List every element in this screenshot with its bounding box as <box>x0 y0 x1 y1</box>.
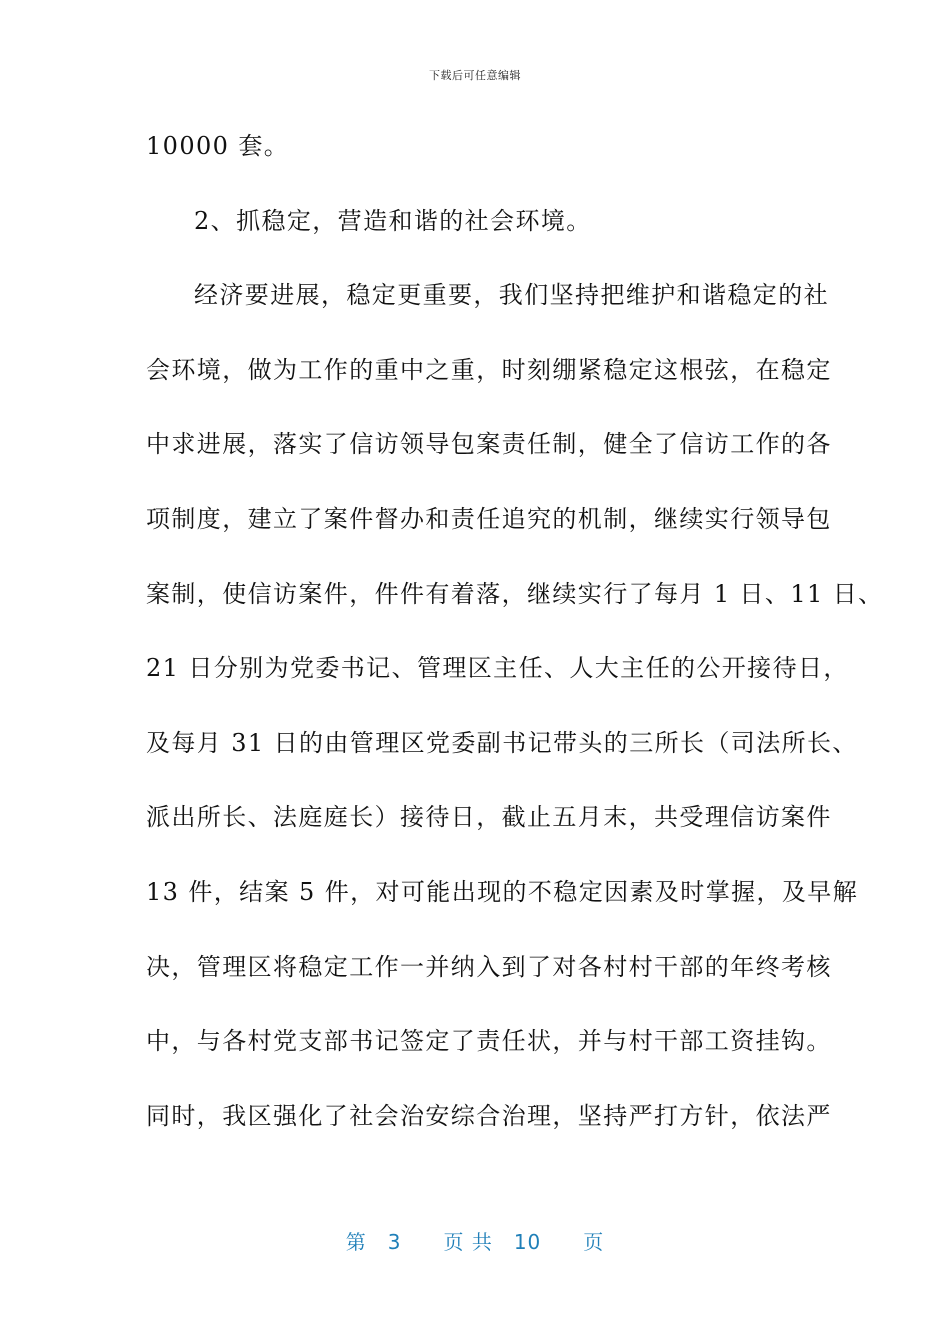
paragraph-line: 会环境，做为工作的重中之重，时刻绷紧稳定这根弦，在稳定 <box>146 355 832 384</box>
section-heading: 2、抓稳定，营造和谐的社会环境。 <box>194 206 592 235</box>
paragraph-line: 案制，使信访案件，件件有着落，继续实行了每月 1 日、11 日、 <box>146 579 884 608</box>
paragraph-line: 经济要进展，稳定更重要，我们坚持把维护和谐稳定的社 <box>194 281 829 310</box>
paragraph-line: 及每月 31 日的由管理区党委副书记带头的三所长（司法所长、 <box>146 728 858 757</box>
paragraph-line: 同时，我区强化了社会治安综合治理，坚持严打方针，依法严 <box>146 1101 832 1130</box>
paragraph-line: 派出所长、法庭庭长）接待日，截止五月末，共受理信访案件 <box>146 803 832 832</box>
page-number-footer: 第 3 页 共 10 页 <box>345 1230 605 1254</box>
paragraph-line: 中，与各村党支部书记签定了责任状，并与村干部工资挂钩。 <box>146 1027 832 1056</box>
paragraph-line: 10000 套。 <box>146 132 290 160</box>
paragraph-line: 项制度，建立了案件督办和责任追究的机制，继续实行领导包 <box>146 504 832 533</box>
paragraph-line: 21 日分别为党委书记、管理区主任、人大主任的公开接待日， <box>146 654 849 683</box>
paragraph-line: 13 件，结案 5 件，对可能出现的不稳定因素及时掌握，及早解 <box>146 877 859 906</box>
header-note: 下载后可任意编辑 <box>429 69 521 82</box>
body-text <box>146 121 884 1165</box>
paragraph-line: 决，管理区将稳定工作一并纳入到了对各村村干部的年终考核 <box>146 952 832 981</box>
paragraph-line: 中求进展，落实了信访领导包案责任制，健全了信访工作的各 <box>146 430 832 459</box>
